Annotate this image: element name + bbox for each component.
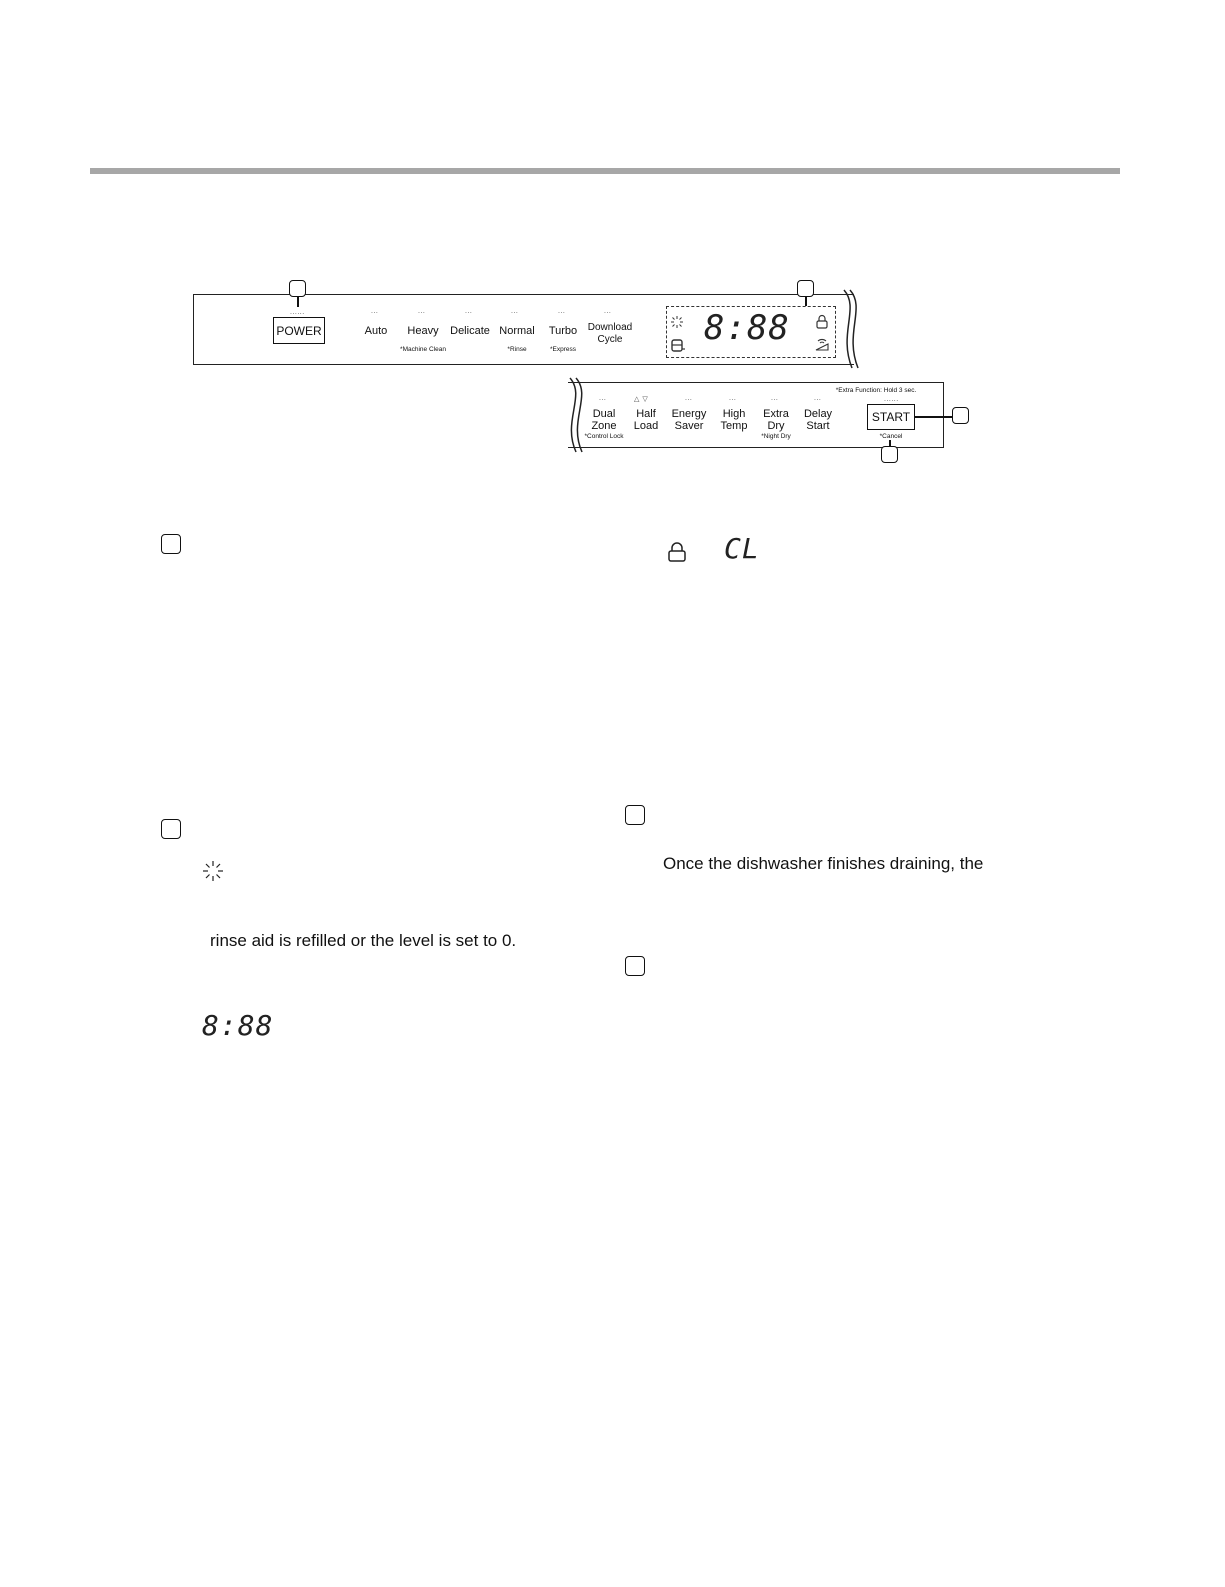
- drain-text: Once the dishwasher finishes draining, the: [663, 854, 984, 873]
- rinse-aid-text: rinse aid is refilled or the level is set to 0.: [210, 931, 517, 950]
- cycle-turbo[interactable]: Turbo: [548, 325, 578, 337]
- auto-indicator: ...: [371, 308, 379, 315]
- option-delay-start[interactable]: Delay Start: [803, 408, 833, 432]
- rinse-aid-icon: [670, 315, 684, 329]
- delay-start-indicator: ...: [814, 395, 822, 402]
- callout-power-leader: [297, 297, 299, 307]
- detergent-icon: [670, 337, 686, 353]
- normal-indicator: ...: [511, 308, 519, 315]
- control-lock-icon: [666, 541, 688, 563]
- option-extra-dry[interactable]: Extra Dry: [763, 408, 789, 432]
- option-extra-dry-sub: *Night Dry: [761, 433, 791, 440]
- extra-dry-indicator: ...: [771, 395, 779, 402]
- option-half-load[interactable]: Half Load: [633, 408, 659, 432]
- option-dual-zone-sub: *Control Lock: [584, 433, 624, 440]
- energy-saver-indicator: ...: [685, 395, 693, 402]
- wifi-icon: [814, 336, 830, 352]
- cycle-normal-sub: *Rinse: [507, 346, 527, 353]
- turbo-indicator: ...: [558, 308, 566, 315]
- time-display-digits: 8:88: [704, 308, 790, 348]
- small-time-digits: 8:88: [202, 1009, 274, 1042]
- cycle-turbo-sub: *Express: [549, 346, 576, 353]
- high-temp-indicator: ...: [729, 395, 737, 402]
- option-energy-saver[interactable]: Energy Saver: [671, 408, 707, 432]
- cycle-heavy[interactable]: Heavy: [407, 325, 439, 337]
- cycle-heavy-sub: *Machine Clean: [400, 346, 446, 353]
- control-lock-code: CL: [724, 532, 760, 565]
- callout-cancel: [881, 446, 898, 463]
- heavy-indicator: ...: [418, 308, 426, 315]
- download-indicator: ...: [604, 308, 612, 315]
- header-rule: [90, 168, 1120, 174]
- power-indicator-dots: ......: [290, 309, 305, 316]
- delicate-indicator: ...: [465, 308, 473, 315]
- callout-power: [289, 280, 306, 297]
- section-marker-1: [161, 534, 181, 554]
- callout-display-leader: [805, 297, 807, 306]
- section-marker-3: [625, 805, 645, 825]
- power-button[interactable]: POWER: [273, 317, 325, 344]
- option-dual-zone[interactable]: Dual Zone: [591, 408, 617, 432]
- section-marker-4: [625, 956, 645, 976]
- rinse-aid-icon-large: [202, 860, 224, 882]
- cycle-delicate[interactable]: Delicate: [450, 325, 490, 337]
- cycle-download[interactable]: Download Cycle: [587, 322, 633, 345]
- option-high-temp[interactable]: High Temp: [720, 408, 748, 432]
- start-indicator-dots: ......: [884, 396, 899, 403]
- panel-break-wave-top: [838, 288, 868, 370]
- half-load-indicator: △ ▽: [634, 396, 649, 403]
- dual-zone-indicator: ...: [599, 395, 607, 402]
- cycle-auto[interactable]: Auto: [364, 325, 388, 337]
- start-button[interactable]: START: [867, 404, 915, 430]
- callout-display: [797, 280, 814, 297]
- cycle-normal[interactable]: Normal: [499, 325, 535, 337]
- callout-start-leader: [915, 416, 952, 418]
- callout-start: [952, 407, 969, 424]
- extra-function-note: *Extra Function: Hold 3 sec.: [835, 387, 917, 394]
- lock-icon: [815, 314, 829, 330]
- section-marker-2: [161, 819, 181, 839]
- start-sub: *Cancel: [879, 433, 903, 440]
